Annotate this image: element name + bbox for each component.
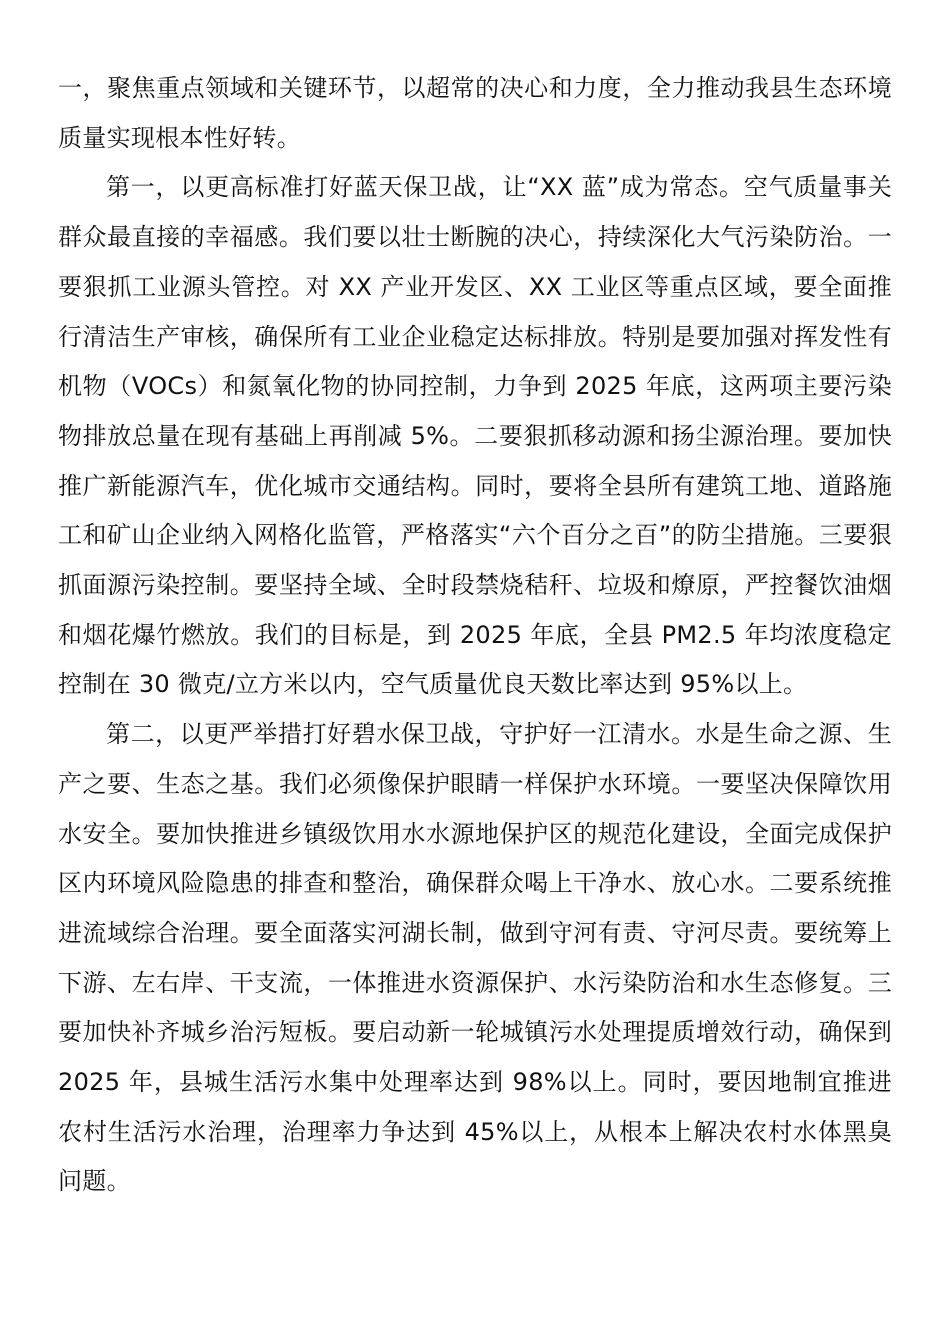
paragraph-clear-water: 第二，以更严举措打好碧水保卫战，守护好一江清水。水是生命之源、生产之要、生态之基。我们必须像保护眼睛一样保护水环境。一要坚决保障饮用水安全。要加快推进乡镇级饮用水水源地保护区的规范化建设，全面完成保护区内环境风险隐患的排查和整治，确保群众喝上干净水、放心水。二要系统推进流域综合治理。要全面落实河湖长制，做到守河有责、守河尽责。要统筹上下游、左右岸、干支流，一体推进水资源保护、水污染防治和水生态修复。三要加快补齐城乡治污短板。要启动新一轮城镇污水处理提质增效行动，确保到 2025 年，县城生活污水集中处理率达到 98%以上。同时，要因地制宜推进农村生活污水治理，治理率力争达到 45%以上，从根本上解决农村水体黑臭问题。 — [58, 720, 892, 1196]
paragraph-blue-sky: 第一，以更高标准打好蓝天保卫战，让“XX 蓝”成为常态。空气质量事关群众最直接的幸福感。我们要以壮士断腕的决心，持续深化大气污染防治。一要狠抓工业源头管控。对 XX 产业开发区、XX 工业区等重点区域，要全面推行清洁生产审核，确保所有工业企业稳定达标排放。特别是要加强对挥发性有机物（VOCs）和氮氧化物的协同控制，力争到 2025 年底，这两项主要污染物排放总量在现有基础上再削减 5%。二要狠抓移动源和扬尘源治理。要加快推广新能源汽车，优化城市交通结构。同时，要将全县所有建筑工地、道路施工和矿山企业纳入网格化监管，严格落实“六个百分之百”的防尘措施。三要狠抓面源污染控制。要坚持全域、全时段禁烧秸秆、垃圾和燎原，严控餐饮油烟和烟花爆竹燃放。我们的目标是，到 2025 年底，全县 PM2.5 年均浓度稳定控制在 30 微克/立方米以内，空气质量优良天数比率达到 95%以上。 — [58, 173, 892, 699]
paragraph-intro: 一，聚焦重点领域和关键环节，以超常的决心和力度，全力推动我县生态环境质量实现根本性好转。 — [58, 74, 892, 152]
document-page — [58, 64, 892, 1207]
